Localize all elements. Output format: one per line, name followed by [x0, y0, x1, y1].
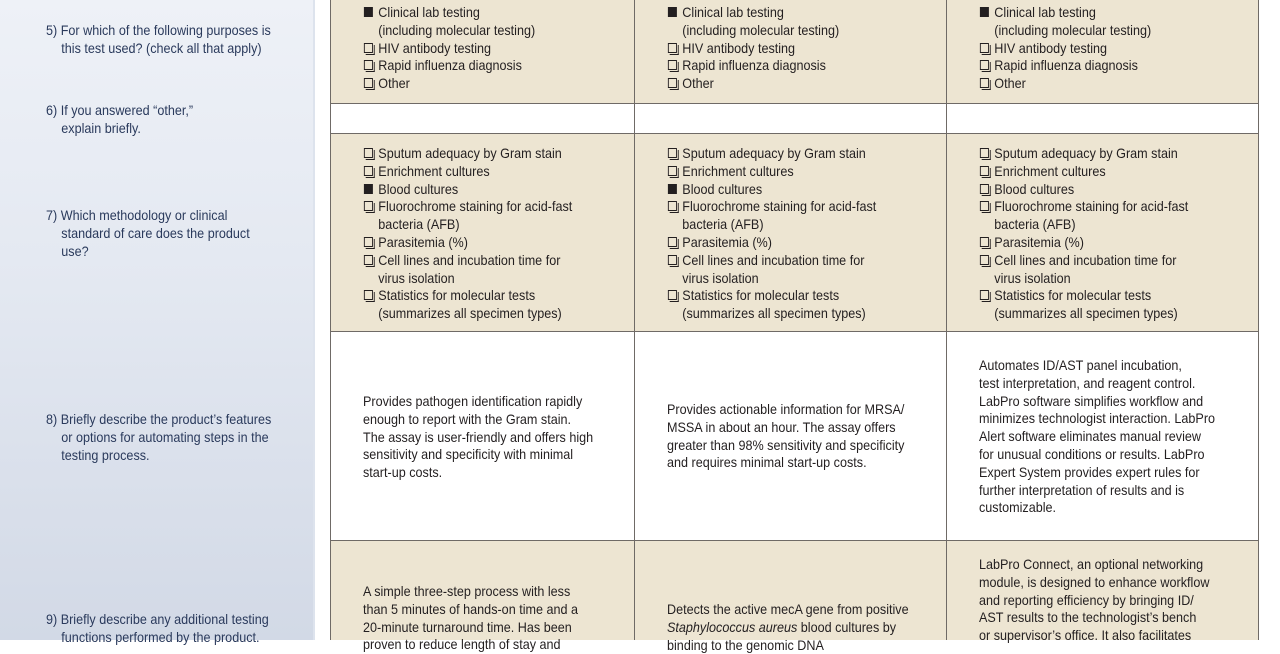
methodology-col-2	[667, 145, 876, 323]
unchecked-box-icon	[364, 201, 373, 211]
question-sidebar	[0, 0, 313, 640]
option-label: Cell lines and incubation time for	[994, 251, 1177, 268]
option-label: Clinical lab testing	[682, 4, 784, 20]
functions-col-3-line: module, is designed to enhance workflow	[979, 573, 1210, 590]
question-6-line-1: 6) If you answered “other,”	[46, 102, 194, 118]
option-label: Parasitemia (%)	[994, 233, 1084, 250]
option-label: HIV antibody testing	[682, 39, 796, 56]
option-label-continued: (summarizes all specimen types)	[682, 305, 866, 322]
features-col-2-line: greater than 98% sensitivity and specificity	[667, 436, 905, 453]
features-col-1-line: Provides pathogen identification rapidly	[363, 393, 583, 409]
option-label-continued: bacteria (AFB)	[682, 216, 764, 233]
option-label: Sputum adequacy by Gram stain	[682, 145, 866, 161]
functions-col-2-line: binding to the genomic DNA	[667, 636, 824, 653]
features-col-3-line: Expert System provides expert rules for	[979, 463, 1200, 480]
option-label-continued: bacteria (AFB)	[378, 216, 460, 233]
option-label-continued: virus isolation	[682, 269, 759, 286]
question-9-line-1: 9) Briefly describe any additional testing	[46, 611, 269, 627]
row-divider	[330, 540, 1259, 541]
unchecked-box-icon	[364, 148, 373, 158]
option-label-continued: virus isolation	[378, 269, 455, 286]
functions-col-3-line: or supervisor’s office. It also facilitates	[979, 627, 1192, 644]
unchecked-box-icon	[668, 166, 677, 176]
checkbox-option	[363, 4, 535, 22]
checkbox-option	[667, 287, 876, 305]
unchecked-box-icon	[668, 237, 677, 247]
features-col-1-line: sensitivity and specificity with minimal	[363, 446, 574, 463]
unchecked-box-icon	[980, 166, 989, 176]
option-label: Fluorochrome staining for acid-fast	[682, 198, 877, 215]
unchecked-box-icon	[980, 255, 989, 265]
question-7-line-3: use?	[61, 243, 89, 259]
option-label: Blood cultures	[378, 180, 459, 197]
checkbox-option	[667, 145, 876, 163]
checkbox-option	[667, 198, 876, 216]
checkbox-option	[667, 57, 839, 75]
option-label-continued: (summarizes all specimen types)	[378, 305, 562, 322]
methodology-col-3	[979, 145, 1188, 323]
checkbox-option	[979, 198, 1188, 216]
features-col-3-line: for unusual conditions or results. LabPro	[979, 445, 1205, 462]
checkbox-option	[363, 198, 572, 216]
functions-col-1-line: proven to reduce length of stay and	[363, 636, 561, 653]
column-divider	[634, 0, 635, 640]
option-label: Statistics for molecular tests	[378, 287, 536, 304]
question-8-line-1: 8) Briefly describe the product’s features	[46, 411, 272, 427]
option-label: Other	[682, 75, 714, 92]
unchecked-box-icon	[364, 60, 373, 70]
option-label: Rapid influenza diagnosis	[682, 57, 826, 74]
functions-col-2-line	[667, 619, 909, 637]
functions-col-1	[363, 583, 578, 654]
option-label: Statistics for molecular tests	[994, 287, 1152, 304]
purposes-col-2	[667, 4, 839, 93]
functions-col-1-line: than 5 minutes of hands-on time and a	[363, 600, 579, 617]
checkbox-option	[979, 57, 1151, 75]
unchecked-box-icon	[980, 148, 989, 158]
checkbox-option	[363, 57, 535, 75]
option-label: Rapid influenza diagnosis	[994, 57, 1138, 74]
option-label-continued: (including molecular testing)	[378, 21, 536, 38]
checked-box-icon	[364, 184, 373, 194]
column-divider	[946, 0, 947, 640]
option-label-continued: (including molecular testing)	[994, 21, 1152, 38]
checked-box-icon	[668, 7, 677, 17]
option-label: Other	[378, 75, 410, 92]
features-col-1-line: start-up costs.	[363, 464, 443, 481]
unchecked-box-icon	[364, 255, 373, 265]
functions-col-3-line: AST results to the technologist’s bench	[979, 609, 1197, 626]
unchecked-box-icon	[668, 290, 677, 300]
question-7-line-2: standard of care does the product	[61, 225, 250, 241]
features-col-3-line: Automates ID/AST panel incubation,	[979, 357, 1182, 373]
checkbox-option	[667, 40, 839, 58]
checkbox-option	[667, 252, 876, 270]
question-9	[46, 610, 269, 646]
option-label: Statistics for molecular tests	[682, 287, 840, 304]
unchecked-box-icon	[364, 290, 373, 300]
option-label: Sputum adequacy by Gram stain	[994, 145, 1178, 161]
question-6	[46, 101, 193, 137]
features-col-2	[667, 401, 904, 472]
option-label-continued: (summarizes all specimen types)	[994, 305, 1178, 322]
features-col-1-line: The assay is user-friendly and offers high	[363, 428, 594, 445]
checkbox-option	[667, 4, 839, 22]
option-label: Blood cultures	[682, 180, 763, 197]
unchecked-box-icon	[668, 60, 677, 70]
column-divider	[1258, 0, 1259, 640]
option-label: Clinical lab testing	[378, 4, 480, 20]
species-name: Staphylococcus aureus	[667, 618, 798, 635]
features-col-2-line: MSSA in about an hour. The assay offers	[667, 418, 896, 435]
question-7	[46, 206, 250, 260]
row-divider	[330, 331, 1259, 332]
checkbox-option	[979, 234, 1188, 252]
features-col-3-line: LabPro software simplifies workflow and	[979, 392, 1204, 409]
row-divider	[330, 133, 1259, 134]
unchecked-box-icon	[364, 166, 373, 176]
column-divider	[330, 0, 331, 640]
checkbox-option	[667, 181, 876, 199]
functions-col-3-line: LabPro Connect, an optional networking	[979, 556, 1204, 572]
unchecked-box-icon	[980, 290, 989, 300]
features-col-3-line: minimizes technologist interaction. LabPro	[979, 410, 1216, 427]
unchecked-box-icon	[980, 237, 989, 247]
checkbox-option	[979, 163, 1188, 181]
functions-col-2	[667, 601, 909, 654]
checked-box-icon	[980, 7, 989, 17]
option-label: Blood cultures	[994, 180, 1075, 197]
option-label: Cell lines and incubation time for	[682, 251, 865, 268]
functions-col-3-line: and reporting efficiency by bringing ID/	[979, 591, 1194, 608]
question-7-line-1: 7) Which methodology or clinical	[46, 207, 228, 223]
question-8-line-3: testing process.	[61, 447, 150, 463]
functions-col-1-line: 20-minute turnaround time. Has been	[363, 618, 572, 635]
checkbox-option	[363, 234, 572, 252]
question-5-line-2: this test used? (check all that apply)	[61, 40, 262, 56]
question-5-line-1: 5) For which of the following purposes is	[46, 22, 271, 38]
option-label: Enrichment cultures	[994, 162, 1106, 179]
functions-col-2-line: Detects the active mecA gene from positive	[667, 601, 909, 617]
functions-col-2-text: blood cultures by	[797, 618, 897, 635]
option-label: Fluorochrome staining for acid-fast	[994, 198, 1189, 215]
checkbox-option	[979, 181, 1188, 199]
option-label: Parasitemia (%)	[682, 233, 772, 250]
features-col-1	[363, 393, 593, 482]
unchecked-box-icon	[364, 78, 373, 88]
unchecked-box-icon	[980, 201, 989, 211]
features-col-2-line: Provides actionable information for MRSA/	[667, 401, 905, 417]
unchecked-box-icon	[364, 43, 373, 53]
features-col-3	[979, 357, 1215, 517]
features-col-2-line: and requires minimal start-up costs.	[667, 454, 867, 471]
question-9-line-2: functions performed by the product.	[61, 629, 260, 645]
option-label: Sputum adequacy by Gram stain	[378, 145, 562, 161]
checkbox-option	[979, 75, 1151, 93]
methodology-col-1	[363, 145, 572, 323]
checkbox-option	[363, 181, 572, 199]
unchecked-box-icon	[980, 60, 989, 70]
unchecked-box-icon	[980, 78, 989, 88]
checkbox-option	[363, 75, 535, 93]
checkbox-option	[979, 4, 1151, 22]
purposes-col-3	[979, 4, 1151, 93]
option-label: HIV antibody testing	[994, 39, 1108, 56]
option-label: Enrichment cultures	[378, 162, 490, 179]
checkbox-option	[667, 163, 876, 181]
option-label: HIV antibody testing	[378, 39, 492, 56]
option-label: Cell lines and incubation time for	[378, 251, 561, 268]
sidebar-divider	[313, 0, 315, 640]
features-col-3-line: test interpretation, and reagent control.	[979, 374, 1196, 391]
unchecked-box-icon	[364, 237, 373, 247]
option-label: Clinical lab testing	[994, 4, 1096, 20]
unchecked-box-icon	[668, 78, 677, 88]
option-label: Fluorochrome staining for acid-fast	[378, 198, 573, 215]
checkbox-option	[363, 163, 572, 181]
checked-box-icon	[668, 184, 677, 194]
question-8	[46, 410, 271, 464]
features-col-1-line: enough to report with the Gram stain.	[363, 410, 572, 427]
option-label-continued: (including molecular testing)	[682, 21, 840, 38]
checkbox-option	[363, 145, 572, 163]
checkbox-option	[979, 252, 1188, 270]
row-divider	[330, 103, 1259, 104]
features-col-3-line: Alert software eliminates manual review	[979, 428, 1201, 445]
unchecked-box-icon	[980, 43, 989, 53]
checked-box-icon	[364, 7, 373, 17]
comparison-grid	[330, 0, 1259, 653]
option-label: Enrichment cultures	[682, 162, 794, 179]
checkbox-option	[363, 287, 572, 305]
checkbox-option	[979, 287, 1188, 305]
functions-col-1-line: A simple three-step process with less	[363, 583, 571, 599]
question-6-line-2: explain briefly.	[61, 120, 141, 136]
checkbox-option	[667, 234, 876, 252]
unchecked-box-icon	[980, 184, 989, 194]
option-label: Rapid influenza diagnosis	[378, 57, 522, 74]
option-label-continued: virus isolation	[994, 269, 1071, 286]
checkbox-option	[363, 252, 572, 270]
row-other	[330, 103, 1259, 133]
option-label: Other	[994, 75, 1026, 92]
features-col-3-line: customizable.	[979, 499, 1057, 516]
checkbox-option	[363, 40, 535, 58]
option-label: Parasitemia (%)	[378, 233, 468, 250]
functions-col-3	[979, 556, 1209, 645]
unchecked-box-icon	[668, 201, 677, 211]
option-label-continued: bacteria (AFB)	[994, 216, 1076, 233]
question-5	[46, 21, 271, 57]
checkbox-option	[667, 75, 839, 93]
purposes-col-1	[363, 4, 535, 93]
unchecked-box-icon	[668, 43, 677, 53]
unchecked-box-icon	[668, 148, 677, 158]
features-col-3-line: further interpretation of results and is	[979, 481, 1185, 498]
unchecked-box-icon	[668, 255, 677, 265]
question-8-line-2: or options for automating steps in the	[61, 429, 269, 445]
checkbox-option	[979, 145, 1188, 163]
checkbox-option	[979, 40, 1151, 58]
